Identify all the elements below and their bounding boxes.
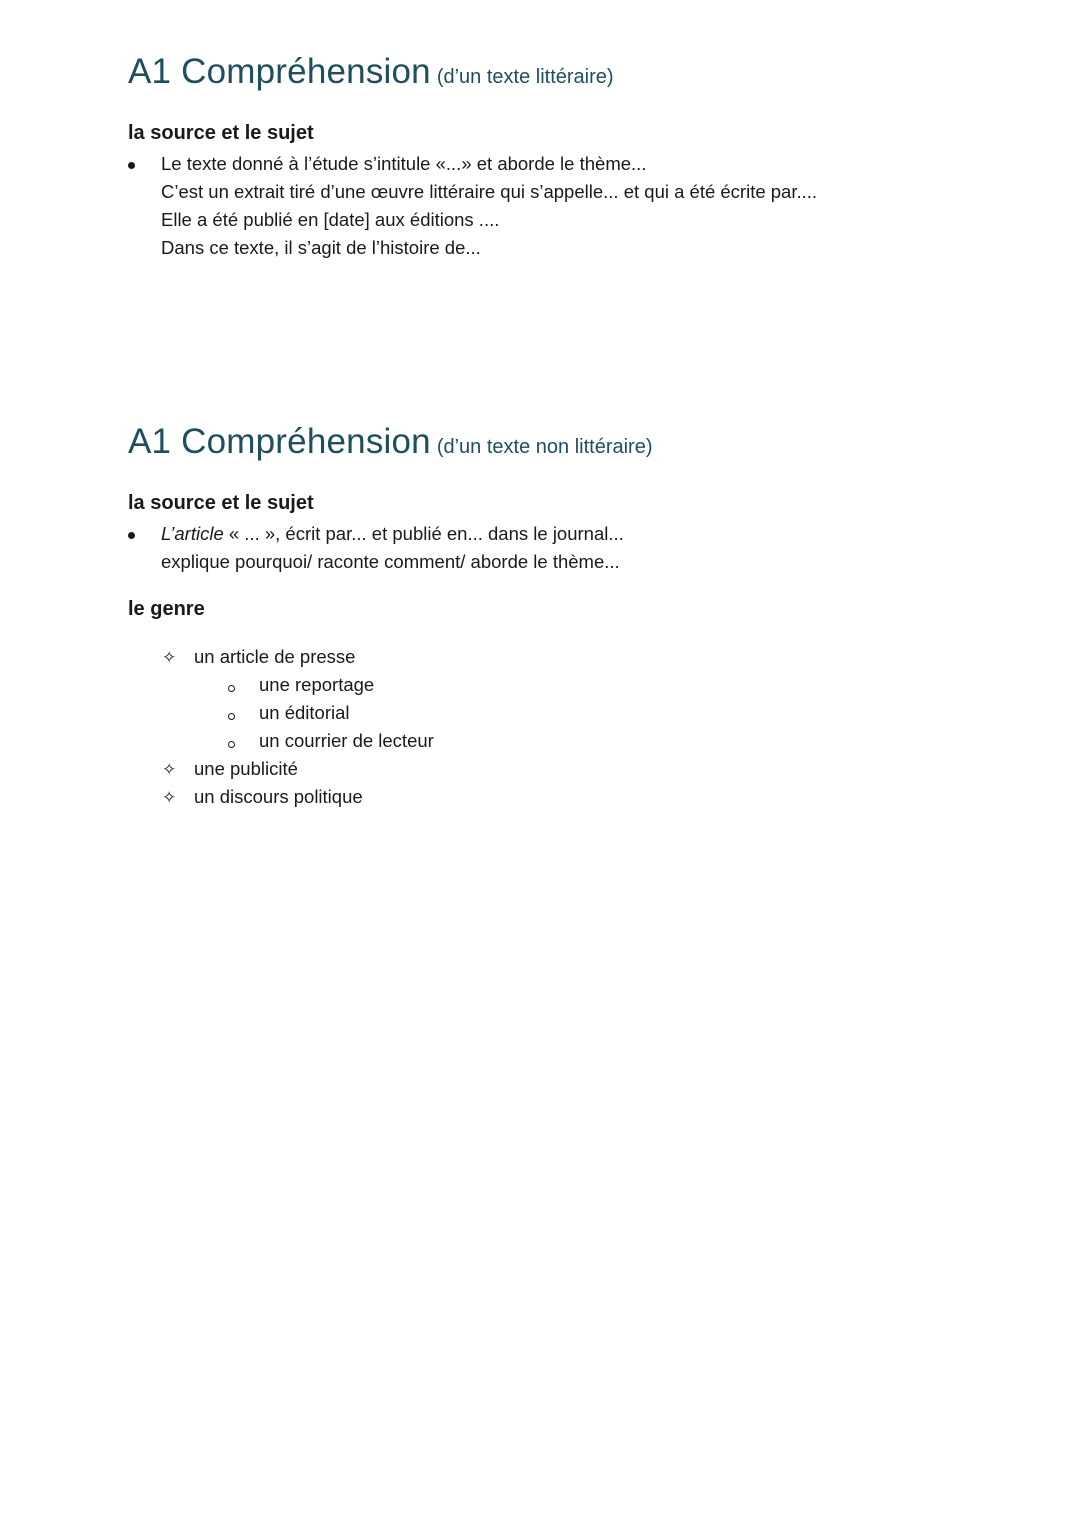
star-bullet-icon: ✧ bbox=[162, 648, 177, 667]
genre-item: un discours politique bbox=[194, 786, 363, 807]
heading-subtitle: (d’un texte non littéraire) bbox=[436, 436, 653, 458]
subheading-source-subject: la source et le sujet bbox=[128, 492, 314, 514]
subheading-genre: le genre bbox=[128, 598, 205, 620]
circle-bullet-icon bbox=[228, 741, 235, 748]
star-bullet-icon: ✧ bbox=[162, 788, 177, 807]
bullet-icon bbox=[128, 162, 135, 169]
text-line-article bbox=[161, 523, 624, 545]
text-line: explique pourquoi/ raconte comment/ aborde le thème... bbox=[161, 551, 620, 572]
heading-title: A1 Compréhension bbox=[128, 422, 431, 461]
section-non-literary bbox=[128, 422, 948, 822]
section-literary bbox=[128, 52, 948, 282]
genre-subitem: un courrier de lecteur bbox=[259, 730, 434, 751]
genre-item: une publicité bbox=[194, 758, 298, 779]
star-bullet-icon: ✧ bbox=[162, 760, 177, 779]
genre-subitem: un éditorial bbox=[259, 702, 350, 723]
genre-subitem: une reportage bbox=[259, 674, 375, 695]
subheading-source-subject: la source et le sujet bbox=[128, 122, 314, 144]
text-line: C’est un extrait tiré d’une œuvre littéraire qui s’appelle... et qui a été écrite par.... bbox=[161, 181, 818, 202]
circle-bullet-icon bbox=[228, 713, 235, 720]
text-line: Dans ce texte, il s’agit de l’histoire de... bbox=[161, 237, 481, 258]
text-line: Elle a été publié en [date] aux éditions .... bbox=[161, 209, 500, 230]
bullet-icon bbox=[128, 532, 135, 539]
genre-item: un article de presse bbox=[194, 646, 356, 667]
circle-bullet-icon bbox=[228, 685, 235, 692]
section-non-literary-heading bbox=[128, 422, 948, 462]
article-italic: L’article bbox=[161, 523, 224, 544]
text-line: Le texte donné à l’étude s’intitule «...» et aborde le thème... bbox=[161, 153, 647, 174]
heading-title: A1 Compréhension bbox=[128, 52, 431, 91]
heading-subtitle: (d’un texte littéraire) bbox=[436, 66, 614, 88]
article-rest: « ... », écrit par... et publié en... dans le journal... bbox=[223, 523, 624, 544]
section-literary-heading bbox=[128, 52, 948, 92]
